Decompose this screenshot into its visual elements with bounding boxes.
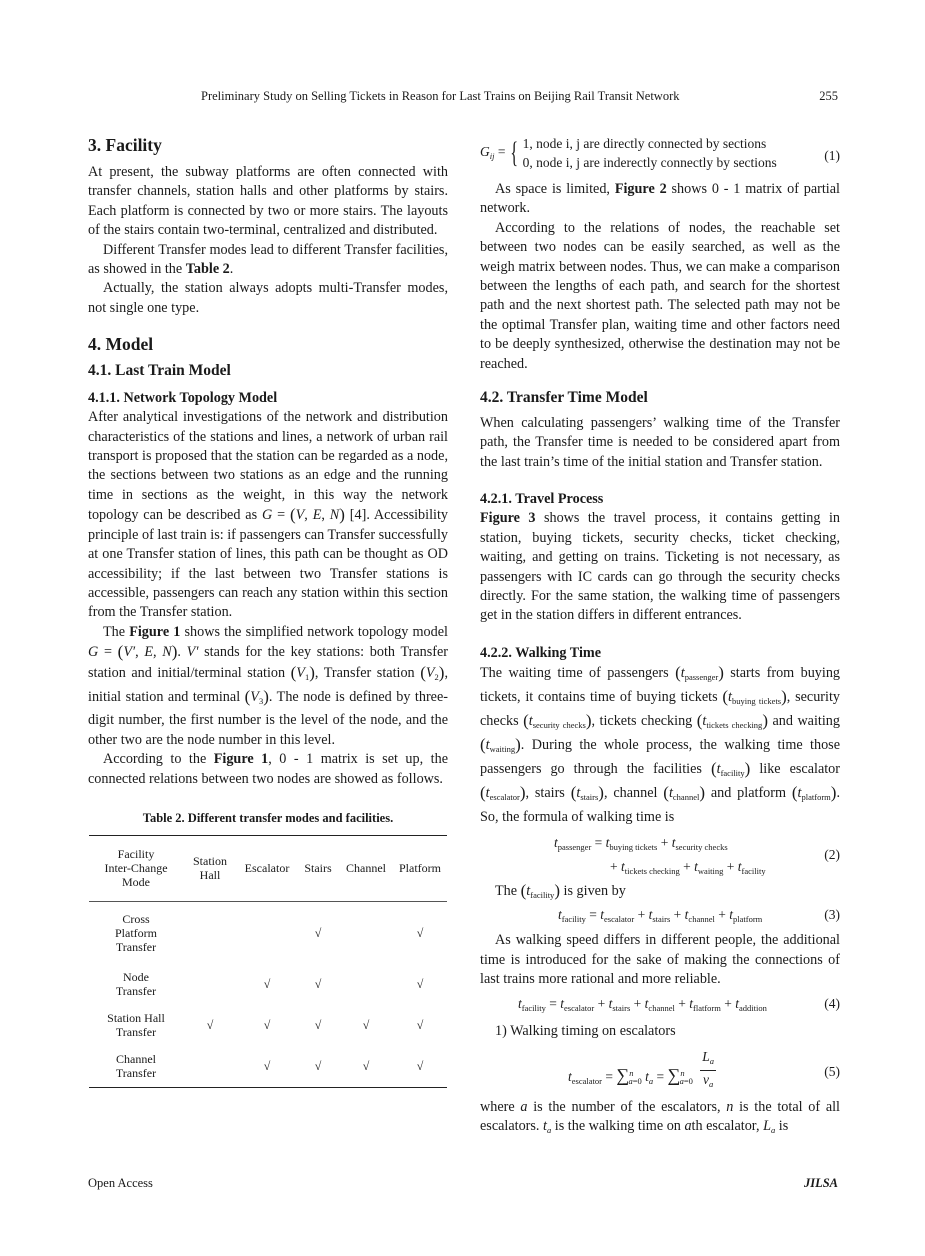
section-4-2-1-heading: 4.2.1. Travel Process xyxy=(480,491,604,508)
equation-1: $G_{ij}$ = { 1, node i, j are directly connected by sections 0, node i, j are inderectly connectly by sections (1) xyxy=(480,136,840,170)
left-column xyxy=(88,134,448,1088)
table-row xyxy=(89,1005,447,1045)
section-4-1-1-heading: 4.1.1. Network Topology Model xyxy=(88,390,278,407)
cell: √ xyxy=(263,977,271,992)
section-4-1-heading: 4.1. Last Train Model xyxy=(88,362,231,380)
text: shows the travel process, it contains getting in station, buying tickets, security checks, ticket checking, waiting, and getting on trains. Ticketing is not necessary, as passengers with IC cards can go through the security checks directly. For the same station, the walking time of passengers get in the station differs in different entrances. xyxy=(480,510,840,624)
eq5-number: (5) xyxy=(824,1063,840,1079)
eq1-case-2: 0, node i, j are inderectly connectly by sections xyxy=(522,155,777,170)
right-paragraph-1 xyxy=(480,180,840,219)
walking-speed-paragraph: As walking speed differs in different people, the additional time is introduced for the sake of making the connections of last trains more rational and more reliable. xyxy=(480,932,840,987)
open-access-label: Open Access xyxy=(88,1176,153,1190)
running-header xyxy=(88,89,838,107)
page-number: 255 xyxy=(819,89,838,103)
list-item-1: 1) Walking timing on escalators xyxy=(495,1023,676,1040)
cell xyxy=(183,901,237,963)
cell: √ xyxy=(314,1018,322,1033)
text: , 0 - 1 matrix is set up, the connected relations between two nodes are showed as follows. xyxy=(88,751,448,787)
row-mode: Station Hall Transfer xyxy=(107,1011,165,1040)
cell: √ xyxy=(416,925,424,940)
equation-2: $t_{passenger} = t_{buying tickets} + t_{security checks}$ + $t_{tickets checking} + t_{waiting} + t_{facility}$ (2) xyxy=(554,834,840,877)
row-mode: Cross Platform Transfer xyxy=(115,911,157,954)
cell xyxy=(237,901,297,963)
eq1-case-1: 1, node i, j are directly connected by sections xyxy=(522,136,767,151)
running-title: Preliminary Study on Selling Tickets in Reason for Last Trains on Beijing Rail Transit Network xyxy=(201,89,680,103)
right-column xyxy=(480,134,840,1141)
table-2 xyxy=(89,835,447,1088)
row-mode: Node Transfer xyxy=(115,970,157,999)
col-escalator: Escalator xyxy=(244,861,290,876)
formula-graph: G xyxy=(261,507,273,524)
brace-icon: { xyxy=(510,136,519,169)
sec421-paragraph-1 xyxy=(480,509,840,625)
figure-1-ref-2[interactable]: Figure 1 xyxy=(213,751,269,768)
text: shows the simplified network topology model xyxy=(180,623,448,640)
sec3-paragraph-3: Actually, the station always adopts multi-Transfer modes, not single one type. xyxy=(88,280,448,316)
eq3-number: (3) xyxy=(824,907,840,923)
sec42-paragraph-1: When calculating passengers’ walking time of the Transfer path, the Transfer time is needed to be considered apart from the last train’s time of the initial station and Transfer station. xyxy=(480,415,840,470)
equation-3: $t_{facility} = t_{escalator} + t_{stairs} + t_{channel} + t_{platform}$ (3) xyxy=(558,907,840,925)
text: After analytical investigations of the network and distribution characteristics of the stations and lines, a network of urban rail transport is proposed that the station can be regarded as a node, the sections between two stations as an edge and the running time in sections as the weight, in this way the network topology can be described as xyxy=(88,409,448,524)
cell: √ xyxy=(416,1018,424,1033)
text: According to the xyxy=(103,751,214,768)
header-corner: Facility Inter-Change Mode xyxy=(104,847,168,890)
table-header-row xyxy=(89,835,447,901)
cell: √ xyxy=(206,1018,214,1033)
table-2-caption: Table 2. Different transfer modes and facilities. xyxy=(142,810,394,825)
eq1-number: (1) xyxy=(824,148,840,163)
eq2-number: (2) xyxy=(824,846,840,862)
text: . xyxy=(229,261,234,278)
cell: √ xyxy=(314,977,322,992)
text: shows 0 - 1 matrix of partial network. xyxy=(480,181,840,217)
col-channel: Channel xyxy=(346,861,386,876)
equation-4: $t_{facility} = t_{escalator} + t_{stairs} + t_{channel} + t_{flatform} + t_{addition}$ (4) xyxy=(518,996,840,1014)
row-mode: Channel Transfer xyxy=(115,1052,157,1081)
journal-label: JILSA xyxy=(803,1176,838,1190)
sec3-paragraph-1: At present, the subway platforms are often connected with transfer channels, station halls and other platforms by stairs. Each platform is connected by two or more stairs. The layouts of the stairs contain two-terminal, centralized and distributed. xyxy=(88,164,448,239)
col-stairs: Stairs xyxy=(304,861,332,876)
cell xyxy=(339,963,393,1005)
cell xyxy=(183,963,237,1005)
cell xyxy=(339,901,393,963)
where-paragraph: where a is the number of the escalators, n is the total of all escalators. $t_a$ is the walking time on ath escalator, $L_a$ is xyxy=(480,1098,841,1136)
text: [4]. Accessibility principle of last train is: if passengers can Transfer successfully at one Transfer station of lines, this path can be thought as OD accessibility; if the last between two Transfer stations is accessible, passengers can reach any station within this section from the Transfer station. xyxy=(88,507,449,621)
cell: √ xyxy=(314,925,322,940)
table-2-ref[interactable]: Table 2 xyxy=(185,261,230,278)
col-station-hall: Station Hall xyxy=(192,854,227,883)
sec3-paragraph-2 xyxy=(88,241,448,280)
eq1-cases xyxy=(523,134,777,172)
cell xyxy=(183,1045,237,1087)
cell: √ xyxy=(416,977,424,992)
equation-5: $t_{escalator} = \sum^n_{a=0}$ $t_a = \sum^n_{a=0}$ $\frac{L_a}{v_a}$ (5) xyxy=(568,1048,840,1089)
text: Different Transfer modes lead to different Transfer facilities, as showed in the xyxy=(88,241,448,278)
eq1-lhs: G xyxy=(480,144,490,160)
table-row xyxy=(89,1045,447,1087)
section-4-2-2-heading: 4.2.2. Walking Time xyxy=(480,644,602,661)
cell: √ xyxy=(263,1018,271,1033)
col-platform: Platform xyxy=(399,861,441,876)
sec411-paragraph-2: The Figure 1 shows the simplified network topology model G = (V′, E, N). V′ stands for the key stations: both Transfer station and initial/terminal station $(V_1)$, Transfer station $(V_2)$, initial station and terminal $(V_3)$. The node is defined by three-digit number, the first number is the level of the node, and the other two are the node number in this level. xyxy=(88,623,448,748)
text: The xyxy=(103,623,130,640)
right-paragraph-2: According to the relations of nodes, the reachable set between two nodes can be easily searched, as well as the weigh matrix between nodes. Thus, we can make a comparison between the lengths of each path, and search for the shortest path and the next shortest path. The selected path may not be the optimal Transfer plan, waiting time and other factors need to be deeply synthesized, otherwise the destination may not be reached. xyxy=(480,219,840,372)
table-row xyxy=(89,963,447,1005)
cell: √ xyxy=(362,1018,370,1033)
section-4-heading: 4. Model xyxy=(88,334,154,355)
sec411-paragraph-3 xyxy=(88,750,448,789)
section-4-2-heading: 4.2. Transfer Time Model xyxy=(480,389,648,407)
section-3-heading: 3. Facility xyxy=(88,135,162,155)
cell: √ xyxy=(263,1059,271,1074)
figure-2-ref[interactable]: Figure 2 xyxy=(614,181,667,197)
table-row xyxy=(89,901,447,963)
figure-1-ref[interactable]: Figure 1 xyxy=(129,623,181,640)
sec411-paragraph-1: After analytical investigations of the network and distribution characteristics of the stations and lines, a network of urban rail transport is proposed that the station can be regarded as a node, the sections between two stations as an edge and the running time in sections as the weight, in this way the network topology can be described as G = (V, E, N) [4]. Accessibility principle of last train is: if passengers can Transfer successfully at one Transfer station of lines, this path can be thought as OD accessibility; if the last between two Transfer stations is accessible, passengers can reach any station within this section from the Transfer station. xyxy=(88,409,449,621)
sec422-paragraph-1: The waiting time of passengers $(t_{passenger})$ starts from buying tickets, it contains time of buying tickets $(t_{buying tickets})$, security checks $(t_{security checks})$, tickets checking $(t_{tickets checking})$ and waiting $(t_{waiting})$. During the whole process, the walking time those passengers go through the facilities $(t_{facility})$ like escalator $(t_{escalator})$, stairs $(t_{stairs})$, channel $(t_{channel})$ and platform $(t_{platform})$. So, the formula of walking time is xyxy=(480,662,841,825)
cell: √ xyxy=(362,1059,370,1074)
text: As space is limited, xyxy=(495,181,615,197)
eq4-number: (4) xyxy=(824,996,840,1012)
cell: √ xyxy=(416,1059,424,1074)
figure-3-ref[interactable]: Figure 3 xyxy=(480,510,536,527)
given-by-line: The $(t_{facility})$ is given by xyxy=(495,880,626,900)
cell: √ xyxy=(314,1059,322,1074)
